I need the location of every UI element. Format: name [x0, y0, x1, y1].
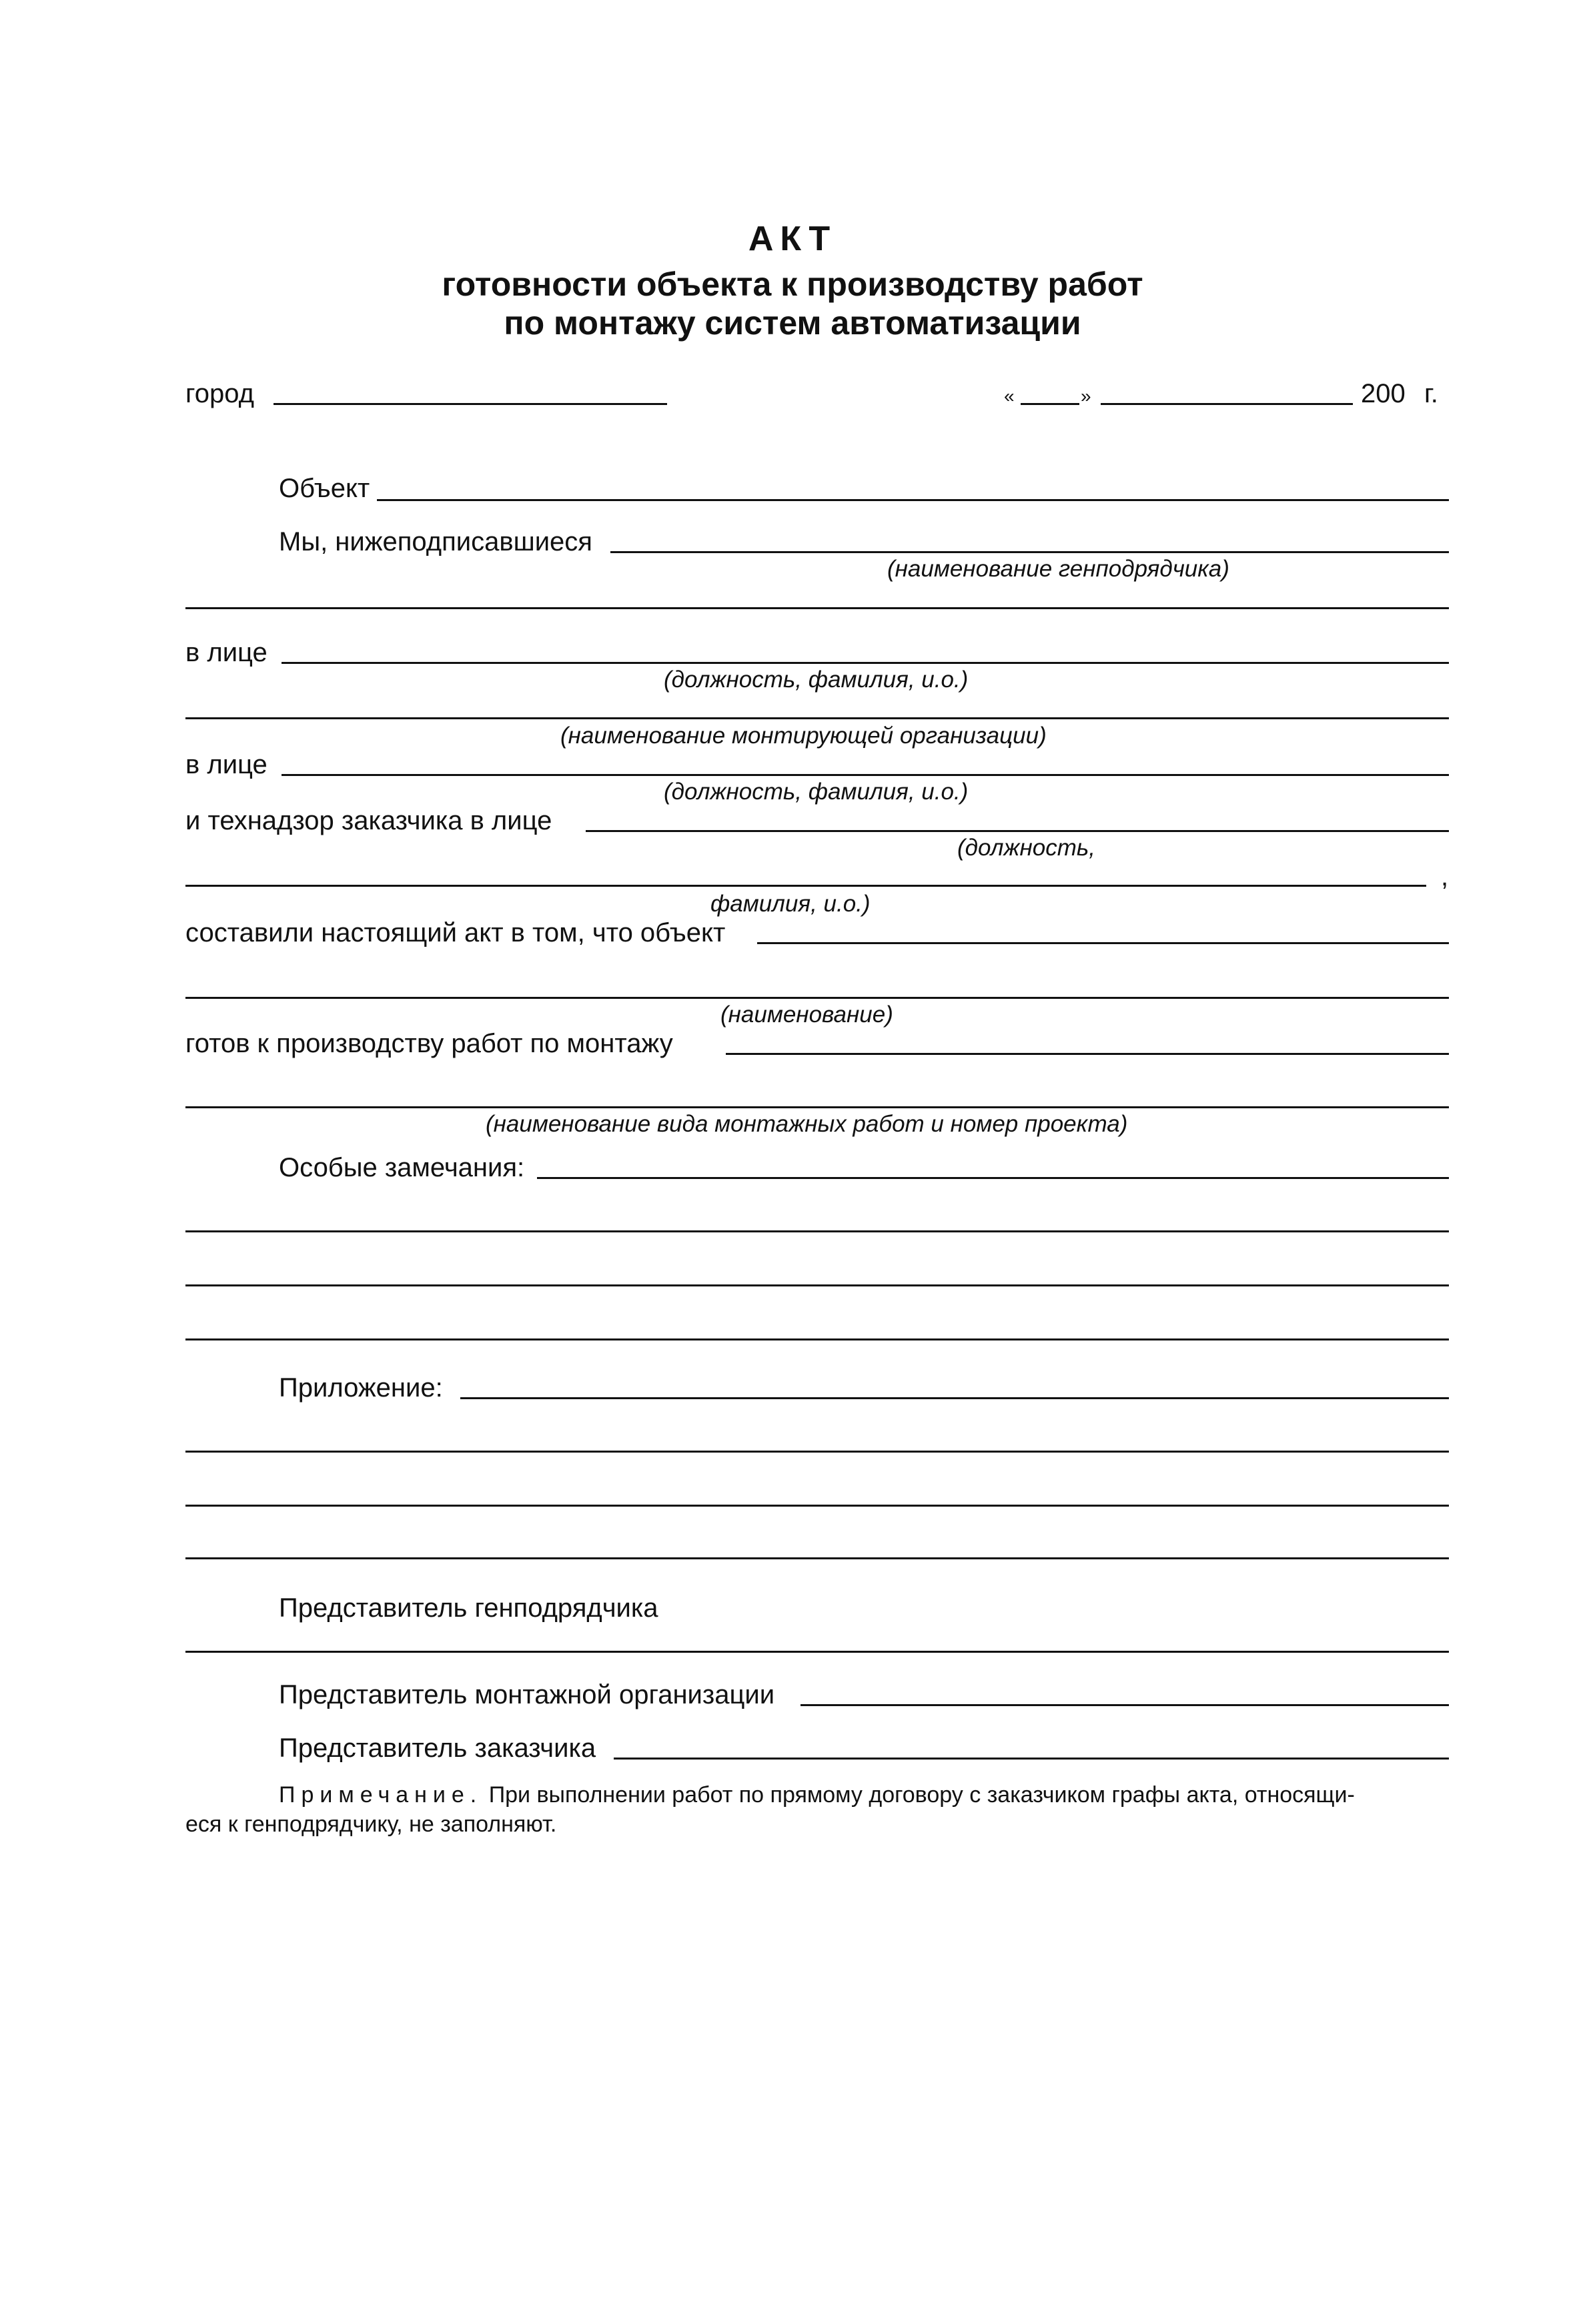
name-hint: (наименование)	[720, 1002, 893, 1028]
work-type-field[interactable]	[726, 1053, 1449, 1055]
compiled-label: составили настоящий акт в том, что объект	[185, 918, 726, 947]
work-type-hint: (наименование вида монтажных работ и номер проекта)	[486, 1111, 1128, 1137]
mounting-org-hint: (наименование монтирующей организации)	[560, 723, 1047, 749]
tech-supervision-field-cont[interactable]	[185, 885, 1426, 887]
day-quote-open: «	[1004, 386, 1015, 406]
in-person-label-2: в лице	[185, 750, 268, 779]
surname-hint: фамилия, и.о.)	[710, 891, 871, 917]
tech-supervision-label: и технадзор заказчика в лице	[185, 806, 552, 835]
remarks-line-2[interactable]	[185, 1230, 1449, 1232]
in-person-label-1: в лице	[185, 638, 268, 667]
position-hint-2: (должность, фамилия, и.о.)	[664, 779, 969, 805]
mounting-org-field[interactable]	[185, 717, 1449, 719]
city-label: город	[185, 379, 254, 408]
document-subtitle-line2: по монтажу систем автоматизации	[504, 304, 1081, 342]
city-field[interactable]	[274, 403, 667, 405]
position-hint-1: (должность, фамилия, и.о.)	[664, 667, 969, 693]
object-name-field-cont[interactable]	[185, 997, 1449, 999]
object-label: Объект	[279, 474, 370, 503]
ready-label: готов к производству работ по монтажу	[185, 1029, 673, 1058]
customer-rep-label: Представитель заказчика	[279, 1733, 596, 1763]
object-name-field[interactable]	[757, 942, 1449, 944]
undersigned-label: Мы, нижеподписавшиеся	[279, 527, 592, 556]
attachment-line-2[interactable]	[185, 1451, 1449, 1453]
remarks-label: Особые замечания:	[279, 1153, 525, 1182]
attachment-label: Приложение:	[279, 1373, 443, 1403]
document-title: АКТ	[748, 220, 837, 258]
day-field[interactable]	[1021, 403, 1079, 405]
mounting-rep-label: Представитель монтажной организации	[279, 1680, 775, 1709]
attachment-line-4[interactable]	[185, 1557, 1449, 1559]
tech-supervision-field[interactable]	[586, 830, 1449, 832]
document-subtitle-line1: готовности объекта к производству работ	[442, 266, 1143, 303]
note-text-1: При выполнении работ по прямому договору с заказчиком графы акта, относящи-	[488, 1782, 1355, 1808]
in-person-field-2[interactable]	[282, 774, 1449, 776]
object-field[interactable]	[377, 499, 1449, 501]
customer-rep-field[interactable]	[614, 1758, 1449, 1760]
day-quote-close: »	[1081, 386, 1091, 406]
year-label: 200	[1361, 379, 1406, 408]
month-field[interactable]	[1101, 403, 1353, 405]
year-suffix: г.	[1424, 379, 1438, 408]
gencontractor-field-cont[interactable]	[185, 607, 1449, 609]
gencontractor-field[interactable]	[610, 551, 1449, 553]
gencontractor-rep-label: Представитель генподрядчика	[279, 1593, 658, 1623]
attachment-field[interactable]	[460, 1397, 1449, 1399]
remarks-line-3[interactable]	[185, 1284, 1449, 1286]
note-prefix: Примечание.	[279, 1782, 483, 1808]
remarks-field[interactable]	[537, 1177, 1449, 1179]
attachment-line-3[interactable]	[185, 1505, 1449, 1507]
mounting-rep-field[interactable]	[801, 1704, 1449, 1706]
note-line-1	[279, 1780, 1355, 1810]
work-type-field-cont[interactable]	[185, 1106, 1449, 1108]
gencontractor-hint: (наименование генподрядчика)	[887, 556, 1229, 582]
in-person-field-1[interactable]	[282, 662, 1449, 664]
gencontractor-rep-field[interactable]	[185, 1651, 1449, 1653]
note-line-2: еся к генподрядчику, не заполняют.	[185, 1812, 557, 1837]
comma-mark: ,	[1441, 862, 1449, 891]
remarks-line-4[interactable]	[185, 1338, 1449, 1340]
position-hint-3: (должность,	[957, 835, 1096, 861]
